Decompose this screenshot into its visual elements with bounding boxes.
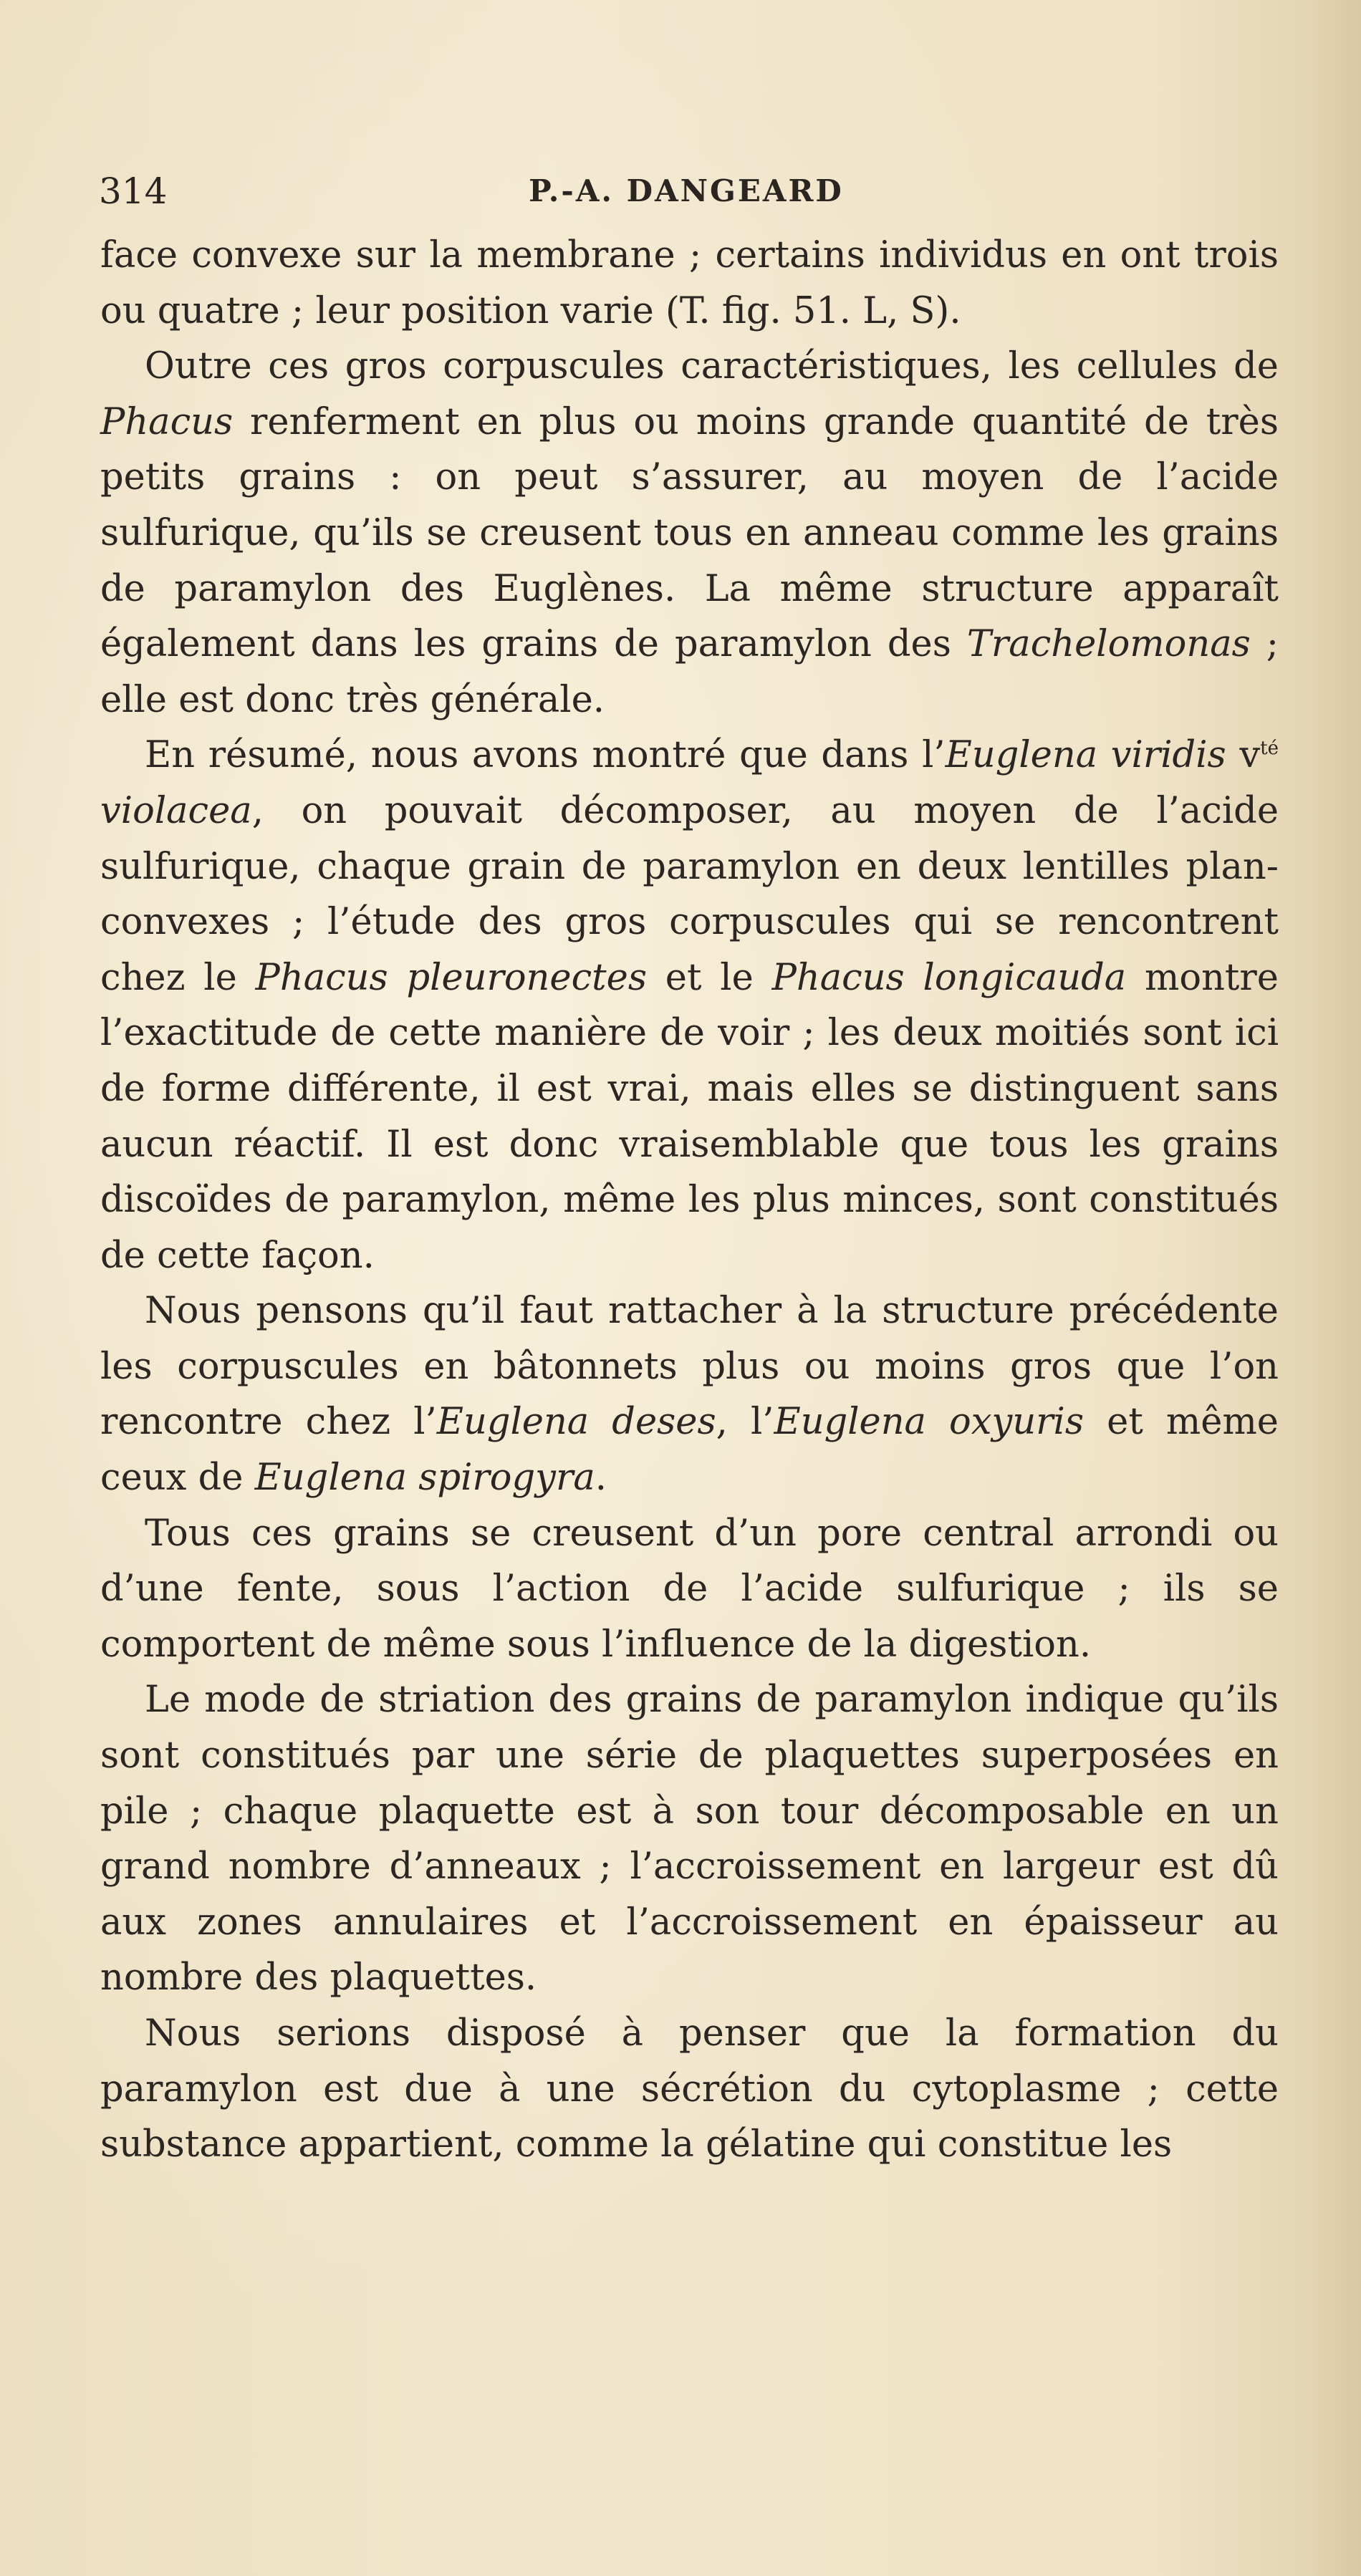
text-run: ; elle est donc très générale. — [100, 623, 1279, 721]
italic-genus: Trachelomonas — [966, 623, 1251, 666]
italic-variety: violacea — [100, 789, 252, 832]
running-head: P.-A. DANGEARD — [529, 173, 844, 208]
paragraph-4 — [100, 1283, 1279, 1505]
paragraph-text: Le mode de striation des grains de paramylon indique qu’ils sont constitués par une série de plaquettes superposées en pile ; chaque plaquette est à son tour décomposable en un grand nombre d’anneaux ; l’accroissement en largeur est dû aux zones annulaires et l’accroissement en épaisseur au nombre des plaquettes. — [100, 1679, 1279, 1999]
text-run: renferment en plus ou moins grande quantité de très petits grains : on peut s’assurer, au moyen de l’acide sulfurique, qu’ils se creusent tous en anneau comme les grains de paramylon des Euglènes. La même structure apparaît également dans les grains de paramylon des — [100, 400, 1279, 666]
text-run: Outre ces gros corpuscules caractéristiques, les cellules de — [145, 345, 1279, 388]
italic-species: Euglena viridis — [945, 734, 1226, 777]
text-run: v — [1226, 734, 1261, 777]
page-number: 314 — [99, 170, 168, 212]
text-run: et le — [647, 956, 772, 999]
paragraph-6 — [100, 1672, 1279, 2006]
paragraph-text: face convexe sur la membrane ; certains individus en ont trois ou quatre ; leur position varie (T. fig. 51. L, S). — [100, 234, 1279, 332]
paragraph-text: Tous ces grains se creusent d’un pore central arrondi ou d’une fente, sous l’action de l’acide sulfurique ; ils se comportent de même sous l’influence de la digestion. — [100, 1512, 1279, 1666]
text-run: , l’ — [716, 1401, 774, 1444]
italic-species: Euglena oxyuris — [774, 1401, 1085, 1444]
text-run: En résumé, nous avons montré que dans l’ — [145, 734, 946, 777]
page-header — [99, 166, 1274, 216]
paragraph-text: Nous serions disposé à penser que la formation du paramylon est due à une sécrétion du cytoplasme ; cette substance appartient, comme la gélatine qui constitue les — [100, 2012, 1279, 2166]
text-run: Nous pensons qu’il faut rattacher à la structure précédente les corpuscules en bâtonnets plus ou moins gros que l’on rencontre chez l’ — [100, 1290, 1279, 1444]
superscript: té — [1260, 738, 1279, 760]
text-run: et même ceux de — [100, 1401, 1279, 1500]
italic-species: Phacus pleuronectes — [255, 956, 648, 999]
text-run: , on pouvait décomposer, au moyen de l’acide sulfurique, chaque grain de paramylon en deux lentilles plan-convexes ; l’étude des gros corpuscules qui se rencontrent chez le — [100, 789, 1279, 999]
italic-species: Euglena spirogyra — [254, 1457, 595, 1500]
body-text — [100, 228, 1279, 2173]
text-run: . — [595, 1457, 607, 1500]
paragraph-7 — [100, 2006, 1279, 2173]
italic-species: Phacus longicauda — [771, 956, 1127, 999]
italic-genus: Phacus — [100, 400, 234, 443]
paragraph-3 — [100, 728, 1279, 1283]
paragraph-2 — [100, 339, 1279, 728]
paragraph-5 — [100, 1506, 1279, 1673]
paragraph-1 — [100, 228, 1279, 339]
text-run: montre l’exactitude de cette manière de voir ; les deux moitiés sont ici de forme différente, il est vrai, mais elles se distinguent sans aucun réactif. Il est donc vraisemblable que tous les grains discoïdes de paramylon, même les plus minces, sont constitués de cette façon. — [100, 956, 1279, 1277]
italic-species: Euglena deses — [436, 1401, 716, 1444]
